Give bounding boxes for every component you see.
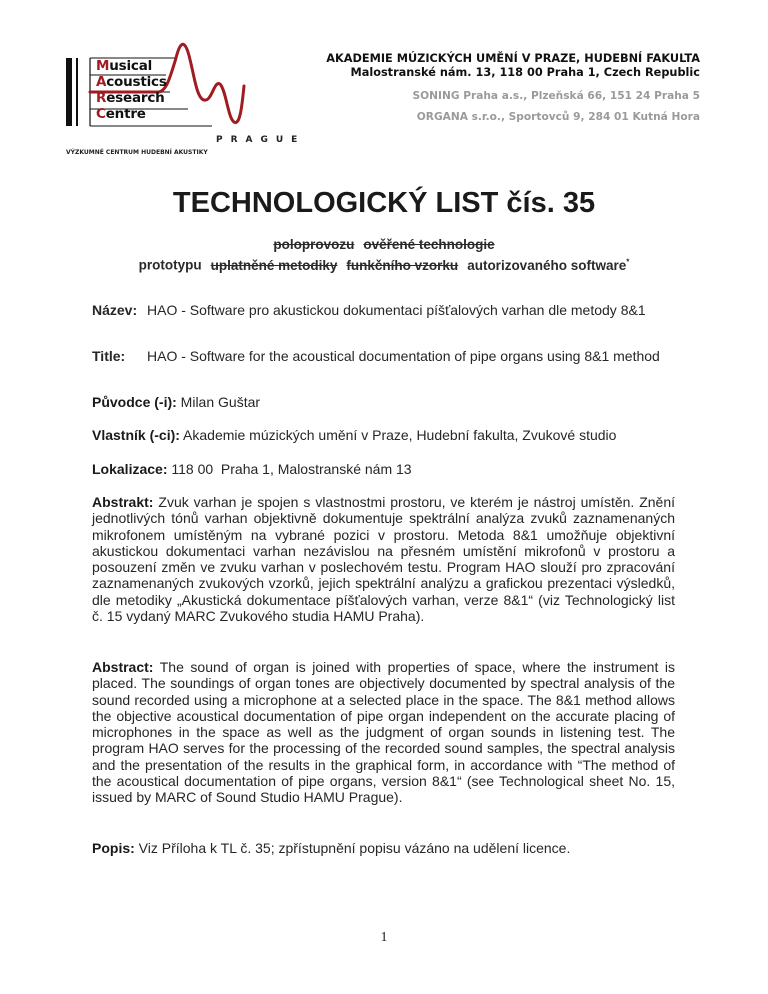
types-line-1 [0, 236, 768, 253]
type-uplatnene-metodiky: uplatněné metodiky [210, 257, 338, 273]
field-value: Akademie múzických umění v Praze, Hudební fakulta, Zvukové studio [183, 427, 617, 443]
org-name: AKADEMIE MÚZICKÝCH UMĚNÍ V PRAZE, HUDEBNÍ FAKULTA [326, 52, 700, 65]
field-value: Zvuk varhan je spojen s vlastnostmi prostoru, ve kterém je nástroj umístěn. Znění jednotlivých tónů varhan objektivně dokumentuje spektrální analýza zvuků zaznamenaných mikrofonem umístěným na vybrané pozici v prostoru. Metoda 8&1 umožňuje objektivní akustickou dokumentaci varhan nezávislou na přesném umístění mikrofonů v prostoru a posouzení změn ve zvuku varhan v poslechovém testu. Program HAO slouží pro zpracování zaznamenaných zvukových vzorků, jejich spektrální analýzu a grafickou prezentaci výsledků, dle metodiky „Akustická dokumentace píšťalových varhan, verze 8&1“ (viz Technologický list č. 15 vydaný MARC Zvukového studia HAMU Praha). [92, 494, 676, 625]
logo-bar-thick [66, 58, 72, 126]
marc-logo [66, 38, 306, 156]
type-overene-technologie: ověřené technologie [363, 237, 495, 252]
page-number: 1 [380, 930, 388, 945]
field-vlastnik [92, 427, 675, 443]
field-abstract [92, 659, 675, 806]
partner-soning: SONING Praha a.s., Plzeňská 66, 151 24 Praha 5 [412, 90, 700, 102]
field-value: HAO - Software for the acoustical documentation of pipe organs using 8&1 method [147, 348, 660, 364]
logo-bar-thin [76, 58, 78, 126]
field-puvodce [92, 394, 675, 410]
field-popis [92, 840, 675, 856]
org-address: Malostranské nám. 13, 118 00 Praha 1, Czech Republic [350, 66, 700, 79]
organization-block [326, 52, 700, 124]
field-lokalizace [92, 461, 675, 477]
field-value: The sound of organ is joined with properties of space, where the instrument is placed. The soundings of organ tones are objectively documented by spectral analysis of the sound recorded using a microphone at a selected place in the space. The 8&1 method allows the objective acoustical documentation of pipe organ independent on the accurate placing of microphones in the space as well as the judgment of organ sounds in listening test. The program HAO serves for the processing of the recorded sound samples, the spectral analysis and the presentation of the results in the graphical form, in accordance with “The method of the acoustical documentation of pipe organs, version 8&1“ (see Technological sheet No. 15, issued by MARC of Sound Studio HAMU Prague). [92, 659, 675, 806]
footnote-mark: * [626, 257, 630, 266]
types-line-2 [0, 253, 768, 274]
field-label: Název: [92, 302, 138, 318]
field-nazev [92, 302, 675, 318]
field-label: Abstract: [92, 659, 154, 675]
field-value: HAO - Software pro akustickou dokumentaci píšťalových varhan dle metody 8&1 [147, 302, 646, 318]
field-label: Vlastník (-ci): [92, 427, 180, 443]
logo-city: PRAGUE [216, 135, 306, 145]
logo-subtitle: VÝZKUMNÉ CENTRUM HUDEBNÍ AKUSTIKY [66, 149, 208, 156]
field-label: Původce (-i): [92, 394, 177, 410]
field-abstrakt [92, 494, 675, 624]
partner-organa: ORGANA s.r.o., Sportovců 9, 284 01 Kutná Hora [416, 111, 700, 123]
logo-word-research: Research [96, 90, 165, 106]
type-autorizovaneho-software: autorizovaného software* [467, 257, 630, 273]
logo-word-acoustics: Acoustics [96, 74, 167, 90]
field-label: Popis: [92, 840, 135, 856]
field-label: Title: [92, 348, 126, 364]
logo-word-centre: Centre [96, 106, 146, 122]
document-title: TECHNOLOGICKÝ LIST čís. 35 [172, 187, 596, 219]
type-prototypu: prototypu [138, 257, 202, 273]
field-value: Milan Guštar [180, 394, 261, 410]
field-label: Lokalizace: [92, 461, 168, 477]
field-value: 118 00 Praha 1, Malostranské nám 13 [171, 461, 412, 477]
field-title [92, 348, 675, 364]
logo-words [96, 58, 167, 122]
field-value: Viz Příloha k TL č. 35; zpřístupnění popisu vázáno na udělení licence. [138, 840, 571, 856]
result-types [0, 236, 768, 274]
logo-word-musical: Musical [96, 58, 153, 74]
field-label: Abstrakt: [92, 494, 154, 510]
type-poloprovozu: poloprovozu [273, 237, 355, 252]
type-funkcniho-vzorku: funkčního vzorku [346, 257, 459, 273]
